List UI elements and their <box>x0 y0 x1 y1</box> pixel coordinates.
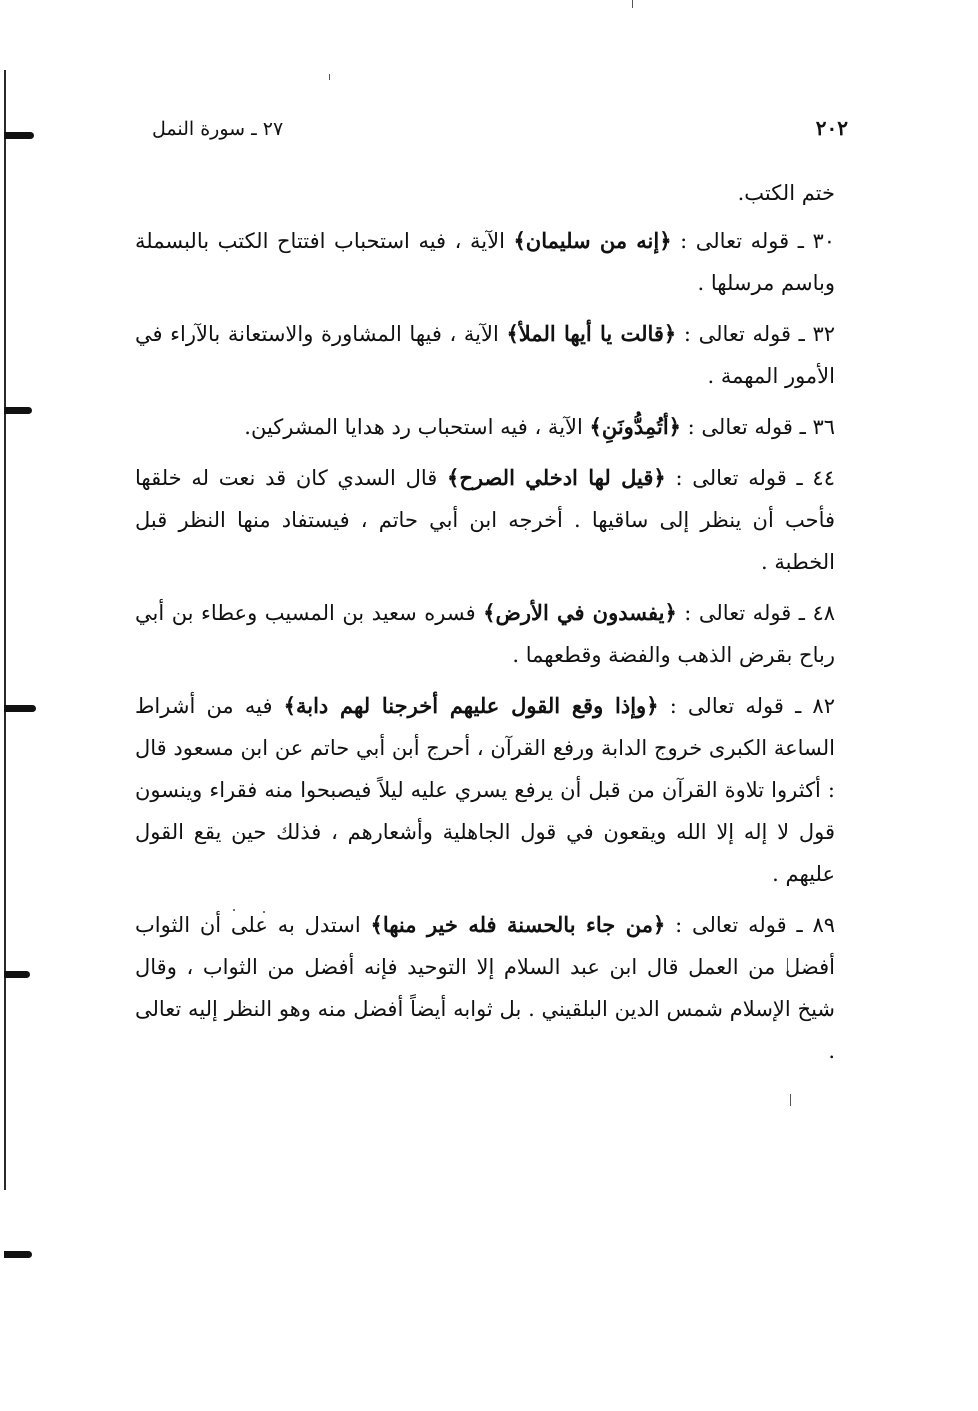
entry-lead: ـ قوله تعالى : <box>684 601 805 625</box>
verse-entry <box>135 592 835 676</box>
entry-lead: ـ قوله تعالى : <box>687 415 806 439</box>
verse-entry <box>135 220 835 304</box>
verse-number: ٣٢ <box>812 322 836 346</box>
commentary-text <box>135 172 835 1081</box>
entry-commentary: الآية ، فيه استحباب رد هدايا المشركين. <box>244 415 583 439</box>
binding-mark <box>4 971 30 978</box>
verse-entry <box>135 685 835 895</box>
verse-entry <box>135 313 835 397</box>
continued-text-content: ختم الكتب. <box>737 181 835 205</box>
verse-number: ٤٤ <box>812 466 835 490</box>
entry-lead: ـ قوله تعالى : <box>675 913 803 937</box>
surah-title: ٢٧ ـ سورة النمل <box>152 118 284 140</box>
verse-number: ٨٢ <box>812 694 835 718</box>
continued-text <box>135 172 835 214</box>
verse-entry <box>135 406 835 448</box>
entry-commentary: فسره سعيد بن المسيب وعطاء بن أبي رباح بقرض الذهب والفضة وقطعهما . <box>135 601 835 667</box>
verse-quote: ﴿يفسدون في الأرض﴾ <box>483 600 677 625</box>
entry-commentary: استدل به على أن الثواب أفضل من العمل قال ابن عبد السلام إلا التوحيد فإنه أفضل من الثواب ، وقال شيخ الإسلام شمس الدين البلقيني . بل ثوابه أيضاً أفضل منه وهو النظر إليه تعالى . <box>135 913 835 1063</box>
verse-quote: ﴿وإذا وقع القول عليهم أخرجنا لهم دابة﴾ <box>283 693 659 718</box>
running-head <box>130 116 848 152</box>
verse-number: ٣٦ <box>812 415 835 439</box>
verse-quote: ﴿من جاء بالحسنة فله خير منها﴾ <box>370 912 666 937</box>
entry-lead: ـ قوله تعالى : <box>683 322 805 346</box>
binding-mark <box>4 407 32 414</box>
entry-commentary: الآية ، فيها المشاورة والاستعانة بالآراء في الأمور المهمة . <box>135 322 835 388</box>
verse-quote: ﴿قالت يا أيها الملأ﴾ <box>506 321 677 346</box>
verse-number: ٤٨ <box>812 601 835 625</box>
entry-commentary: الآية ، فيه استحباب افتتاح الكتب بالبسملة وباسم مرسلها . <box>135 229 835 295</box>
verse-quote: ﴿أتُمِدُّونَنِ﴾ <box>589 414 681 439</box>
entry-commentary: فيه من أشراط الساعة الكبرى خروج الدابة ورفع القرآن ، أحرج أبن أبي حاتم عن ابن مسعود قال : أكثروا تلاوة القرآن من قبل أن يرفع يسري عليه ليلاً فيصبحوا منه فقراء وينسون قول لا إله إلا الله ويقعون في قول الجاهلية وأشعارهم ، فذلك حين يقع القول عليهم . <box>135 694 835 886</box>
entry-commentary: قال السدي كان قد نعت له خلقها فأحب أن ينظر إلى ساقيها . أخرجه ابن أبي حاتم ، فيستفاد منها النظر قبل الخطبة . <box>135 466 835 574</box>
verse-number: ٣٠ <box>812 229 836 253</box>
verse-entry <box>135 457 835 583</box>
verse-quote: ﴿قيل لها ادخلي الصرح﴾ <box>447 465 666 490</box>
binding-mark <box>4 705 36 712</box>
entry-lead: ـ قوله تعالى : <box>675 466 803 490</box>
binding-mark <box>4 132 34 139</box>
scan-artifact <box>790 1094 791 1106</box>
binding-mark <box>4 1251 32 1258</box>
binding-edge <box>4 70 6 1190</box>
page-number: ٢٠٢ <box>815 116 848 140</box>
scan-artifact <box>329 74 330 80</box>
entry-lead: ـ قوله تعالى : <box>680 229 804 253</box>
scan-artifact <box>632 0 633 8</box>
verse-entry <box>135 904 835 1072</box>
entry-lead: ـ قوله تعالى : <box>669 694 802 718</box>
verse-quote: ﴿إنه من سليمان﴾ <box>513 228 672 253</box>
verse-number: ٨٩ <box>812 913 835 937</box>
